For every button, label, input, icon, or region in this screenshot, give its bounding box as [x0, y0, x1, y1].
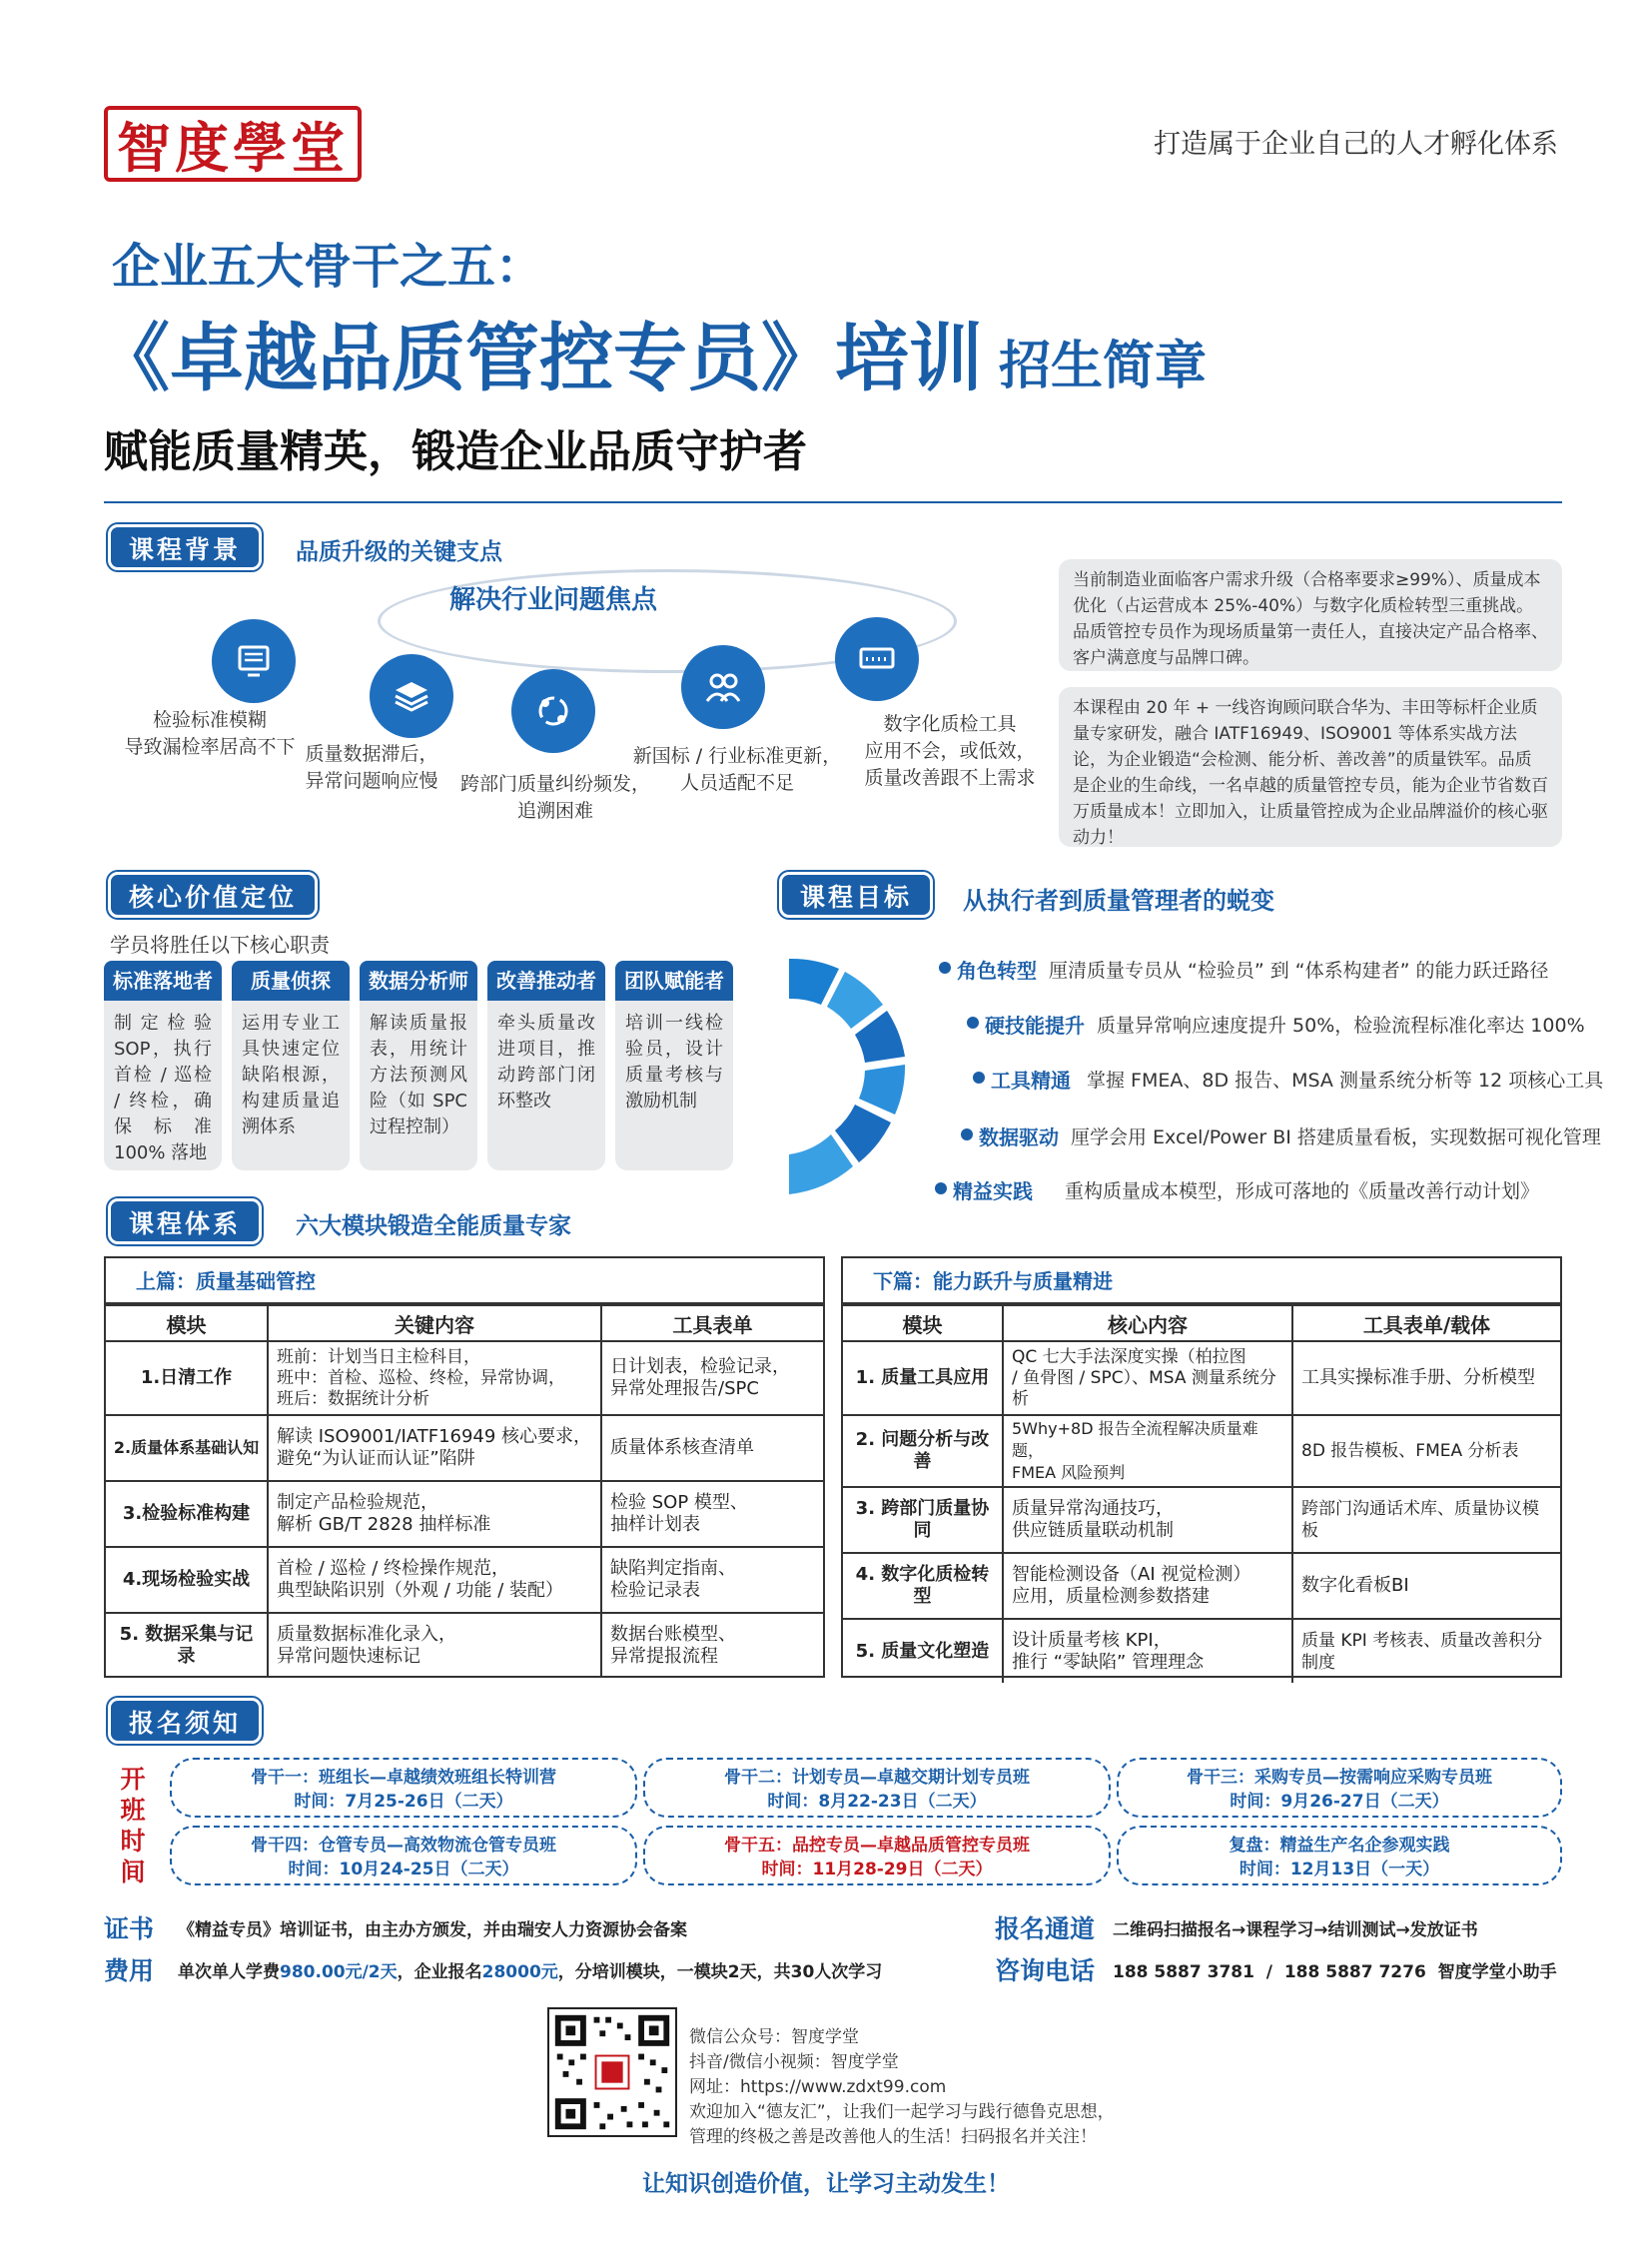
title-small: 招生简章 [999, 336, 1208, 396]
curriculum-table-left [104, 1256, 825, 1678]
tool-cell: 数字化看板BI [1292, 1553, 1560, 1619]
core-value-text: 运用专业工具快速定位缺陷根源，构建质量追溯体系 [232, 1001, 350, 1170]
goal-text: 掌握 FMEA、8D 报告、MSA 测量系统分析等 12 项核心工具 [1087, 1070, 1604, 1092]
footer-line: 抖音/微信小视频：智度学堂 [689, 2052, 899, 2072]
session-name: 骨干五：品控专员—卓越品质管控专员班 [724, 1836, 1030, 1856]
core-value-title: 团队赋能者 [615, 961, 733, 1001]
session-name: 骨干二：计划专员—卓越交期计划专员班 [724, 1768, 1030, 1788]
table-row [106, 1613, 823, 1677]
session-time: 时间：11月28-29日（二天） [761, 1860, 993, 1879]
background-text-1: 当前制造业面临客户需求升级（合格率要求≥99%）、质量成本优化（占运营成本 25%-40%）与数字化质检转型三重挑战。品质管控专员作为现场质量第一责任人，直接决定产品合格率、客户满意度与品牌口碑。 [1059, 559, 1562, 671]
tool-cell: 日计划表，检验记录， 异常处理报告/SPC [601, 1341, 823, 1415]
table-title: 下篇：能力跃升与质量精进 [843, 1258, 1560, 1304]
module-cell: 3.检验标准构建 [106, 1481, 268, 1547]
goal-label: 角色转型 [957, 959, 1037, 983]
tool-cell: 质量体系核查清单 [601, 1415, 823, 1481]
cycle-icon [511, 669, 595, 753]
core-value-card [487, 961, 605, 1170]
module-cell: 4.现场检验实战 [106, 1547, 268, 1613]
goal-dot [939, 962, 951, 974]
goal-label: 数据驱动 [979, 1125, 1059, 1149]
background-text-2: 本课程由 20 年 + 一线咨询顾问联合华为、丰田等标杆企业质量专家研发，融合 IATF16949、ISO9001 等体系实战方法论，为企业锻造“会检测、能分析、善改善”的质量铁军。品质是企业的生命线，一名卓越的质量管控专员，能为企业节省数百万质量成本！立即加入，让质量管控成为企业品牌溢价的核心驱动力！ [1059, 687, 1562, 847]
core-value-badge: 核心价值定位 [108, 872, 318, 918]
divider [104, 501, 1562, 503]
core-value-text: 牵头质量改进项目，推动跨部门闭环整改 [487, 1001, 605, 1170]
core-value-title: 数据分析师 [360, 961, 477, 1001]
phone-label: 咨询电话 [995, 1956, 1096, 1985]
qr-code[interactable] [547, 2007, 677, 2137]
cert-text: 《精益专员》培训证书，由主办方颁发，并由瑞安人力资源协会备案 [178, 1920, 687, 1940]
layers-icon [370, 654, 453, 738]
footer-motto: 让知识创造价值，让学习主动发生！ [642, 2171, 1010, 2197]
core-value-card [360, 961, 477, 1170]
core-value-text: 制定检验SOP，执行首检 / 巡检 / 终检，确保标准 100% 落地 [104, 1001, 222, 1170]
channel-label: 报名通道 [995, 1914, 1096, 1943]
tool-cell: 检验 SOP 模型、 抽样计划表 [601, 1481, 823, 1547]
session-time: 时间：7月25-26日（二天） [294, 1792, 513, 1812]
tool-cell: 缺陷判定指南、 检验记录表 [601, 1547, 823, 1613]
ring-title: 解决行业问题焦点 [449, 585, 658, 615]
curriculum-badge: 课程体系 [108, 1198, 262, 1244]
core-value-card [232, 961, 350, 1170]
fee-price-corp: 28000元 [481, 1962, 558, 1982]
curriculum-subtitle: 六大模块锻造全能质量专家 [296, 1213, 571, 1239]
module-cell: 3. 跨部门质量协同 [843, 1487, 1003, 1553]
monitor-icon [212, 619, 296, 703]
goals-subtitle: 从执行者到质量管理者的蜕变 [963, 887, 1274, 915]
content-cell: 首检 / 巡检 / 终检操作规范， 典型缺陷识别（外观 / 功能 / 装配） [268, 1547, 601, 1613]
session-name: 骨干一：班组长—卓越绩效班组长特训营 [251, 1768, 556, 1788]
fee-text [178, 1957, 882, 1982]
session-card [1117, 1826, 1562, 1885]
core-value-text: 解读质量报表，用统计方法预测风险（如 SPC 过程控制） [360, 1001, 477, 1170]
table-row [843, 1553, 1560, 1619]
curriculum-table-right [841, 1256, 1562, 1678]
module-cell: 5. 质量文化塑造 [843, 1619, 1003, 1683]
module-cell: 5. 数据采集与记录 [106, 1613, 268, 1677]
table-header: 关键内容 [268, 1305, 601, 1341]
session-card-highlight [643, 1826, 1111, 1885]
tool-cell: 跨部门沟通话术库、质量协议模板 [1292, 1487, 1560, 1553]
session-name: 骨干三：采购专员—按需响应采购专员班 [1187, 1768, 1492, 1788]
goal-label: 硬技能提升 [985, 1014, 1085, 1038]
table-header: 工具表单 [601, 1305, 823, 1341]
tool-cell: 质量 KPI 考核表、质量改善积分制度 [1292, 1619, 1560, 1683]
table-title: 上篇：质量基础管控 [106, 1258, 823, 1304]
slogan: 打造属于企业自己的人才孵化体系 [1154, 129, 1558, 160]
session-time: 时间：12月13日（一天） [1239, 1860, 1440, 1879]
content-cell: 质量数据标准化录入， 异常问题快速标记 [268, 1613, 601, 1677]
header-subtitle: 企业五大骨干之五： [112, 239, 544, 295]
session-time: 时间：9月26-27日（二天） [1230, 1792, 1449, 1812]
table-row [843, 1415, 1560, 1487]
table-header: 模块 [106, 1305, 268, 1341]
session-card [1117, 1758, 1562, 1818]
enroll-badge: 报名须知 [108, 1698, 262, 1744]
goal-dot [935, 1182, 947, 1194]
footer-line: 微信公众号：智度学堂 [689, 2027, 859, 2047]
footer-info [689, 2025, 1209, 2150]
goal-text: 重构质量成本模型，形成可落地的《质量改善行动计划》 [1065, 1180, 1540, 1202]
goal-arc-graphic [779, 949, 939, 1204]
session-time: 时间：10月24-25日（二天） [288, 1860, 519, 1879]
module-cell: 2. 问题分析与改善 [843, 1415, 1003, 1487]
content-cell: 制定产品检验规范， 解析 GB/T 2828 抽样标准 [268, 1481, 601, 1547]
fee-prefix: 单次单人学费 [178, 1962, 280, 1982]
session-card [643, 1758, 1111, 1818]
content-cell: QC 七大手法深度实操（柏拉图 / 鱼骨图 / SPC）、MSA 测量系统分析 [1003, 1341, 1292, 1415]
table-row [106, 1415, 823, 1481]
goal-text: 厘学会用 Excel/Power BI 搭建质量看板，实现数据可视化管理 [1071, 1126, 1601, 1148]
table-row [106, 1547, 823, 1613]
table-header: 核心内容 [1003, 1305, 1292, 1341]
tool-cell: 工具实操标准手册、分析模型 [1292, 1341, 1560, 1415]
footer-line[interactable]: 网址：https://www.zdxt99.com [689, 2077, 947, 2097]
tagline: 赋能质量精英，锻造企业品质守护者 [104, 426, 807, 477]
goal-dot [967, 1017, 979, 1029]
content-cell: 解读 ISO9001/IATF16949 核心要求， 避免“为认证而认证”陷阱 [268, 1415, 601, 1481]
table-header: 工具表单/载体 [1292, 1305, 1560, 1341]
channel-text: 二维码扫描报名→课程学习→结训测试→发放证书 [1113, 1920, 1478, 1940]
core-value-title: 质量侦探 [232, 961, 350, 1001]
session-name: 复盘：精益生产名企参观实践 [1229, 1836, 1450, 1856]
table-row [843, 1487, 1560, 1553]
logo: 智度學堂 [104, 106, 362, 182]
core-value-title: 标准落地者 [104, 961, 222, 1001]
content-cell: 智能检测设备（AI 视觉检测） 应用，质量检测参数搭建 [1003, 1553, 1292, 1619]
table-header: 模块 [843, 1305, 1003, 1341]
tool-cell: 8D 报告模板、FMEA 分析表 [1292, 1415, 1560, 1487]
content-cell: 班前：计划当日主检科目， 班中：首检、巡检、终检，异常协调， 班后：数据统计分析 [268, 1341, 601, 1415]
goal-text: 厘清质量专员从 “检验员” 到 “体系构建者” 的能力跃迁路径 [1049, 960, 1549, 982]
fee-suffix: ，分培训模块，一模块2天，共30人次学习 [557, 1962, 883, 1982]
background-subtitle: 品质升级的关键支点 [296, 539, 502, 565]
fee-label: 费用 [104, 1956, 155, 1985]
phone-text: 188 5887 3781 / 188 5887 7276 智度学堂小助手 [1113, 1962, 1557, 1982]
module-cell: 1.日清工作 [106, 1341, 268, 1415]
goal-text: 质量异常响应速度提升 50%，检验流程标准化率达 100% [1097, 1015, 1585, 1037]
pain-point: 检验标准模糊 导致漏检率居高不下 [124, 709, 296, 758]
table-row [106, 1341, 823, 1415]
content-cell: 5Why+8D 报告全流程解决质量难题， FMEA 风险预判 [1003, 1415, 1292, 1487]
tool-cell: 数据台账模型、 异常提报流程 [601, 1613, 823, 1677]
goals-badge: 课程目标 [779, 872, 933, 918]
fee-price-single: 980.00元/2天 [280, 1962, 398, 1982]
session-time: 时间：8月22-23日（二天） [767, 1792, 987, 1812]
users-icon [681, 645, 765, 729]
core-value-card [104, 961, 222, 1170]
core-value-title: 改善推动者 [487, 961, 605, 1001]
pain-point: 质量数据滞后， 异常问题响应慢 [305, 743, 438, 792]
goal-label: 工具精通 [991, 1069, 1071, 1093]
table-row [843, 1619, 1560, 1683]
background-badge: 课程背景 [108, 524, 262, 570]
goal-dot [961, 1128, 973, 1140]
goal-label: 精益实践 [953, 1179, 1033, 1203]
core-value-intro: 学员将胜任以下核心职责 [110, 933, 330, 957]
footer-line: 管理的终极之善是改善他人的生活！扫码报名并关注！ [689, 2127, 1097, 2147]
core-value-card [615, 961, 733, 1170]
pain-point: 新国标 / 行业标准更新， 人员适配不足 [632, 745, 842, 794]
session-card [170, 1826, 637, 1885]
footer-line: 欢迎加入“德友汇”，让我们一起学习与践行德鲁克思想， [689, 2102, 1115, 2122]
module-cell: 4. 数字化质检转型 [843, 1553, 1003, 1619]
cert-label: 证书 [104, 1914, 155, 1943]
pain-point: 跨部门质量纠纷频发， 追溯困难 [459, 773, 650, 822]
session-name: 骨干四：仓管专员—高效物流仓管专员班 [251, 1836, 556, 1856]
content-cell: 质量异常沟通技巧， 供应链质量联动机制 [1003, 1487, 1292, 1553]
title-main: 《卓越品质管控专员》培训 [96, 316, 983, 401]
session-card [170, 1758, 637, 1818]
panel-icon [835, 617, 919, 701]
open-date-label: 开班时间 [120, 1765, 146, 1886]
core-value-text: 培训一线检验员，设计质量考核与激励机制 [615, 1001, 733, 1170]
fee-mid: ，企业报名 [397, 1962, 482, 1982]
content-cell: 设计质量考核 KPI， 推行 “零缺陷” 管理理念 [1003, 1619, 1292, 1683]
page-title [96, 300, 1207, 405]
module-cell: 2.质量体系基础认知 [106, 1415, 268, 1481]
pain-point: 数字化质检工具 应用不会，或低效， 质量改善跟不上需求 [864, 713, 1036, 789]
module-cell: 1. 质量工具应用 [843, 1341, 1003, 1415]
table-row [843, 1341, 1560, 1415]
table-row [106, 1481, 823, 1547]
goal-dot [973, 1072, 985, 1084]
